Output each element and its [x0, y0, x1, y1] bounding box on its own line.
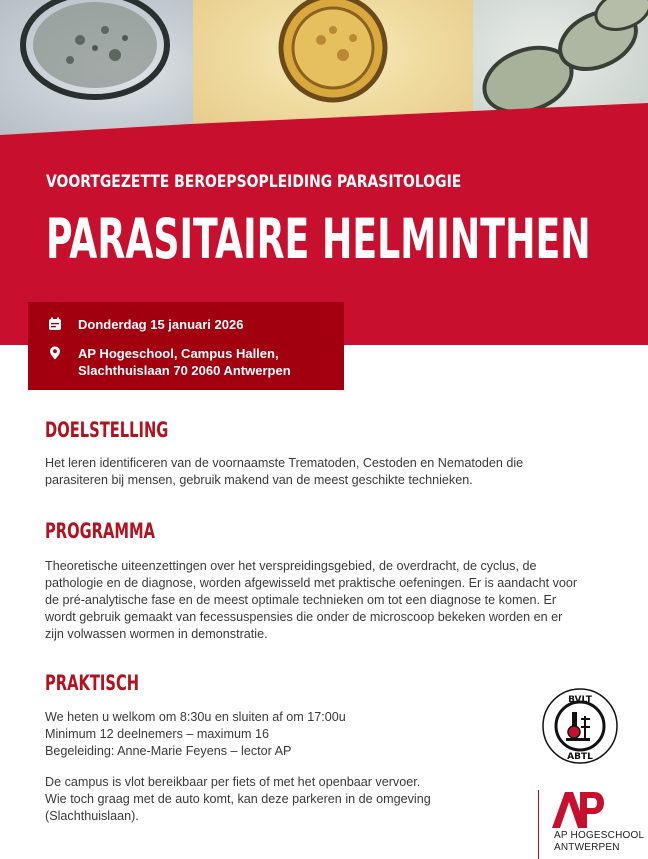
ap-logo-line1: AP HOGESCHOOL [554, 830, 645, 841]
text-line: Het leren identificeren van de voornaamste Trematoden, Cestoden en Nematoden die [45, 456, 524, 470]
section-title-doelstelling: DOELSTELLING [45, 418, 169, 442]
bvlt-abtl-logo [542, 688, 618, 764]
text-line: pathologie en de diagnose, worden afgewisseld met praktische oefeningen. Er is aandacht voor [45, 576, 578, 590]
badge-top-text: BVLT [568, 695, 592, 705]
calendar-icon [48, 317, 62, 331]
text-line: parasiteren bij mensen, gebruik makend van de meest geschikte technieken. [45, 473, 473, 487]
doelstelling-text [45, 455, 565, 489]
event-info-box [28, 302, 344, 390]
text-line: Minimum 12 deelnemers – maximum 16 [45, 727, 269, 741]
section-title-praktisch: PRAKTISCH [45, 671, 140, 695]
page-title: PARASITAIRE HELMINTHEN [46, 207, 591, 271]
text-line: Wie toch graag met de auto komt, kan deze parkeren in de omgeving [45, 792, 431, 806]
section-title-programma: PROGRAMMA [45, 519, 155, 543]
ap-hogeschool-logo [538, 790, 648, 859]
event-location-line1: AP Hogeschool, Campus Hallen, [78, 346, 279, 361]
course-subtitle: VOORTGEZETTE BEROEPSOPLEIDING PARASITOLOGIE [46, 172, 462, 192]
travel-text [45, 774, 565, 825]
event-date: Donderdag 15 januari 2026 [78, 317, 244, 332]
event-location-line2: Slachthuislaan 70 2060 Antwerpen [78, 363, 291, 378]
programma-text [45, 558, 578, 643]
ap-mark-icon [552, 790, 604, 830]
badge-bottom-text: ABTL [567, 752, 593, 762]
text-line: We heten u welkom om 8:30u en sluiten af om 17:00u [45, 710, 346, 724]
text-line: zijn volwassen wormen in demonstratie. [45, 627, 268, 641]
logo-divider [538, 790, 539, 859]
text-line: wordt gebruik gemaakt van fecessuspensies die onder de microscoop bekeken worden en er [45, 610, 563, 624]
praktisch-text [45, 709, 565, 760]
text-line: (Slachthuislaan). [45, 809, 139, 823]
text-line: Theoretische uiteenzettingen over het verspreidingsgebied, de overdracht, de cyclus, de [45, 559, 537, 573]
text-line: Begeleiding: Anne-Marie Feyens – lector AP [45, 744, 292, 758]
ap-logo-line2: ANTWERPEN [554, 842, 620, 853]
text-line: De campus is vlot bereikbaar per fiets of met het openbaar vervoer. [45, 775, 421, 789]
text-line: de pré-analytische fase en de meest optimale technieken om tot een diagnose te komen. Er [45, 593, 557, 607]
location-pin-icon [48, 346, 62, 360]
